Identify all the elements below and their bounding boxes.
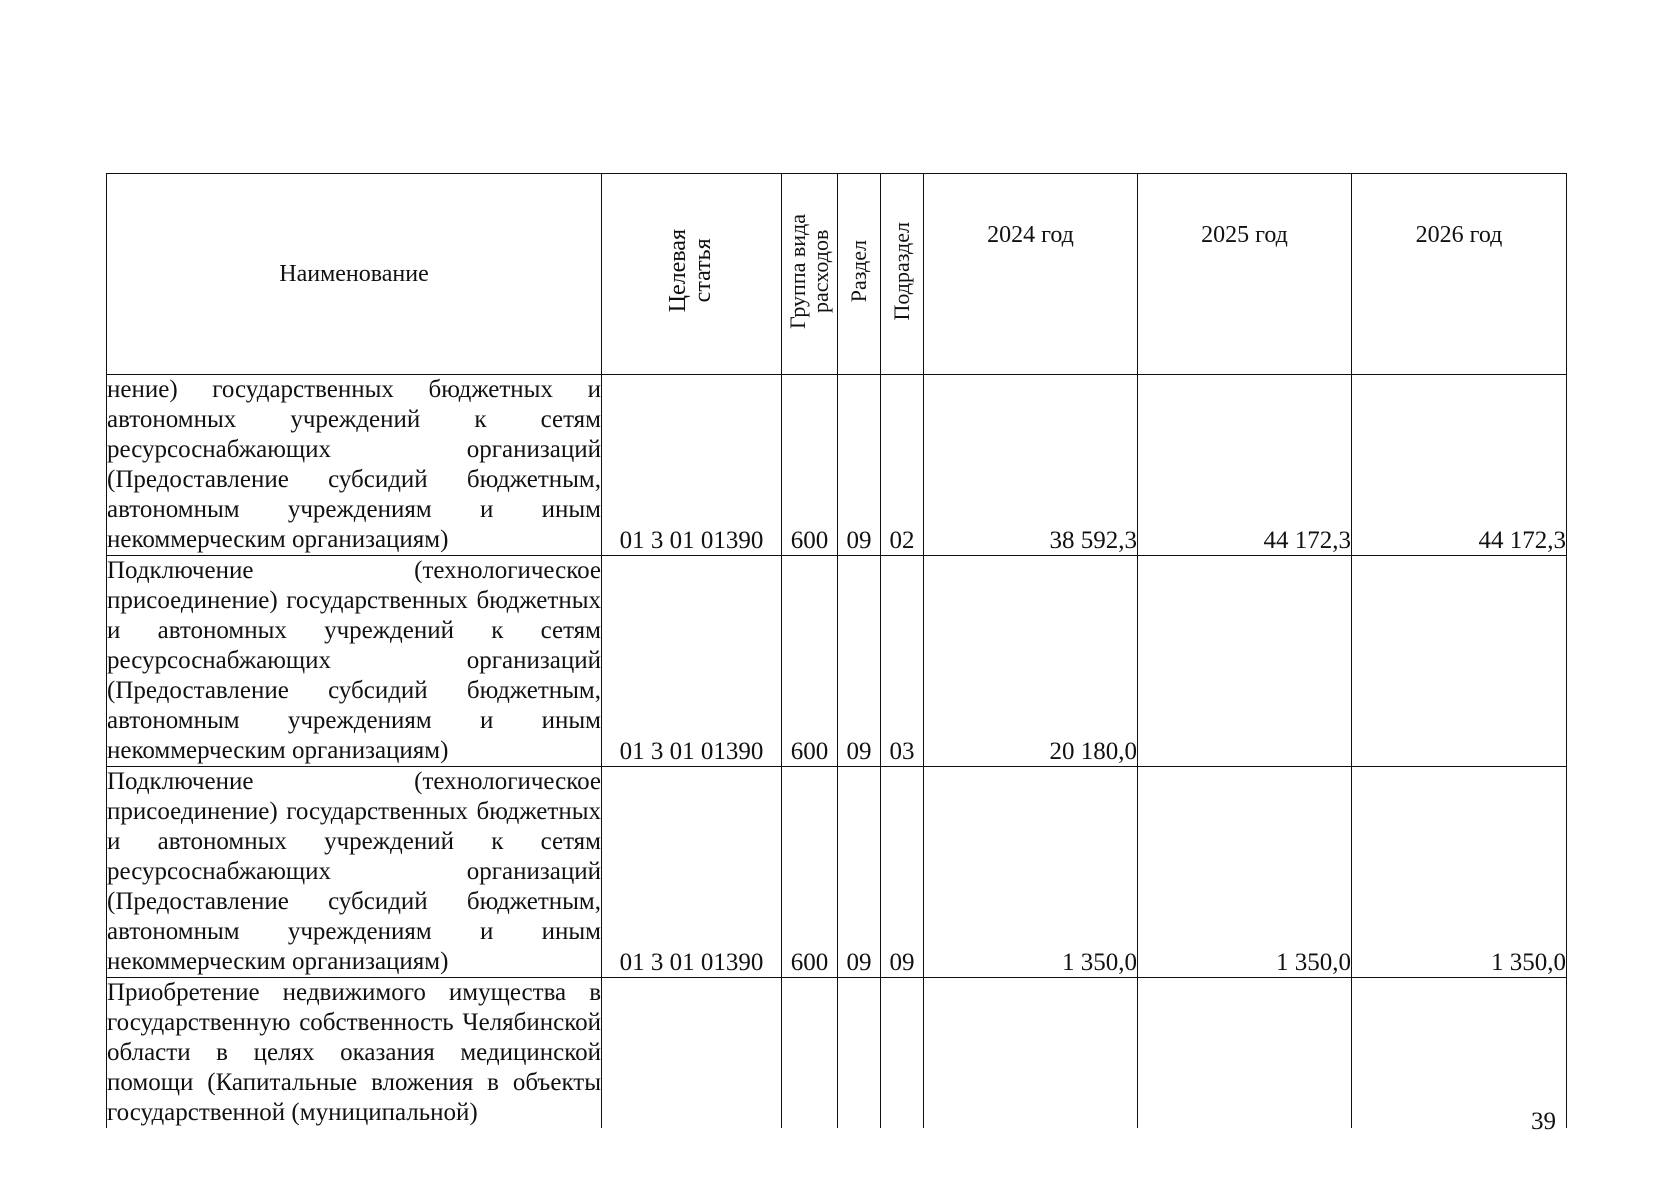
page-number: 39 bbox=[1531, 1108, 1556, 1135]
row-subsection: 03 bbox=[881, 556, 924, 767]
header-name: Наименование bbox=[107, 174, 602, 375]
header-2025: 2025 год bbox=[1138, 174, 1352, 375]
header-group: Группа вида расходов bbox=[782, 174, 838, 375]
row-name: нение) государственных бюджетных и автономных учреждений к сетям ресурсоснабжающих организаций (Предоставление субсидий бюджетным, автономным учреждениям и иным некоммерческим организациям) bbox=[107, 375, 602, 556]
row-2024: 38 592,3 bbox=[924, 375, 1138, 556]
row-2026 bbox=[1352, 556, 1567, 767]
table-row bbox=[107, 375, 1567, 556]
header-2024: 2024 год bbox=[924, 174, 1138, 375]
row-subsection: 02 bbox=[881, 375, 924, 556]
row-group: 600 bbox=[782, 556, 838, 767]
row-target: 01 3 01 01390 bbox=[602, 767, 782, 978]
row-name: Подключение (технологическое присоединение) государственных бюджетных и автономных учреждений к сетям ресурсоснабжающих организаций (Предоставление субсидий бюджетным, автономным учреждениям и иным некоммерческим организациям) bbox=[107, 556, 602, 767]
row-group: 600 bbox=[782, 375, 838, 556]
table-row bbox=[107, 767, 1567, 978]
row-name: Подключение (технологическое присоединение) государственных бюджетных и автономных учреждений к сетям ресурсоснабжающих организаций (Предоставление субсидий бюджетным, автономным учреждениям и иным некоммерческим организациям) bbox=[107, 767, 602, 978]
row-2026 bbox=[1352, 978, 1567, 1129]
row-2026: 1 350,0 bbox=[1352, 767, 1567, 978]
budget-table bbox=[106, 173, 1567, 1128]
row-2025 bbox=[1138, 978, 1352, 1129]
row-2025: 44 172,3 bbox=[1138, 375, 1352, 556]
row-2026: 44 172,3 bbox=[1352, 375, 1567, 556]
table-row bbox=[107, 978, 1567, 1129]
row-subsection bbox=[881, 978, 924, 1129]
header-2026: 2026 год bbox=[1352, 174, 1567, 375]
row-subsection: 09 bbox=[881, 767, 924, 978]
table-header-row bbox=[107, 174, 1567, 375]
header-section: Раздел bbox=[838, 174, 881, 375]
row-section: 09 bbox=[838, 556, 881, 767]
header-subsection: Подраздел bbox=[881, 174, 924, 375]
row-target bbox=[602, 978, 782, 1129]
row-2024: 1 350,0 bbox=[924, 767, 1138, 978]
row-group bbox=[782, 978, 838, 1129]
row-section: 09 bbox=[838, 375, 881, 556]
row-2025 bbox=[1138, 556, 1352, 767]
row-2025: 1 350,0 bbox=[1138, 767, 1352, 978]
header-target: Целевая статья bbox=[602, 174, 782, 375]
row-target: 01 3 01 01390 bbox=[602, 375, 782, 556]
table-row bbox=[107, 556, 1567, 767]
row-section bbox=[838, 978, 881, 1129]
row-group: 600 bbox=[782, 767, 838, 978]
row-2024: 20 180,0 bbox=[924, 556, 1138, 767]
row-name: Приобретение недвижимого имущества в государственную собственность Челябинской области в целях оказания медицинской помощи (Капитальные вложения в объекты государственной (муниципальной) bbox=[107, 979, 601, 1126]
row-section: 09 bbox=[838, 767, 881, 978]
row-2024 bbox=[924, 978, 1138, 1129]
row-target: 01 3 01 01390 bbox=[602, 556, 782, 767]
